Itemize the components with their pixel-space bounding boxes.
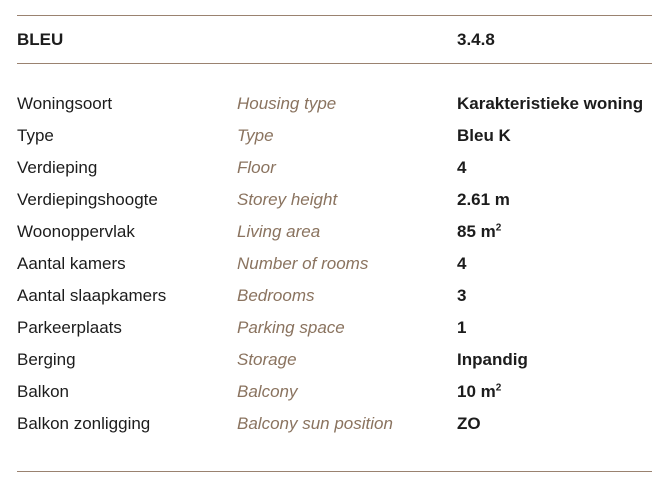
spec-label-dutch: Parkeerplaats (17, 318, 122, 337)
spec-value-text: 2.61 m (457, 190, 510, 209)
spec-label-english: Type (237, 126, 274, 145)
spec-label-dutch: Verdiepingshoogte (17, 190, 158, 209)
spec-row-parking-space (17, 316, 652, 348)
spec-label-dutch: Aantal kamers (17, 254, 126, 273)
spec-label-english: Storage (237, 350, 297, 369)
spec-value (457, 222, 501, 242)
spec-label-dutch: Verdieping (17, 158, 98, 177)
spec-label-dutch: Woonoppervlak (17, 222, 135, 241)
spec-value (457, 190, 510, 210)
spec-value (457, 254, 466, 274)
bottom-divider (17, 471, 652, 472)
spec-row-bedrooms (17, 284, 652, 316)
spec-value-text: 4 (457, 158, 467, 177)
spec-value-text: 10 m (457, 382, 496, 401)
specifications-table (17, 92, 652, 444)
spec-value-text: Karakteristieke woning (457, 94, 644, 113)
spec-label-dutch: Type (17, 126, 54, 145)
spec-label-dutch: Balkon (17, 382, 69, 401)
spec-label-dutch: Balkon zonligging (17, 414, 151, 433)
top-divider (17, 15, 652, 16)
superscript-unit: 2 (495, 222, 502, 234)
spec-row-storage (17, 348, 652, 380)
spec-label-english: Housing type (237, 94, 337, 113)
spec-value-text: 4 (457, 254, 467, 273)
unit-name: BLEU (17, 30, 64, 49)
header-divider (17, 63, 652, 64)
spec-value (457, 286, 466, 306)
spec-value (457, 382, 501, 402)
spec-label-english: Balcony (237, 382, 298, 401)
spec-value (457, 350, 528, 370)
unit-code: 3.4.8 (457, 30, 495, 49)
spec-value (457, 126, 511, 146)
spec-label-dutch: Aantal slaapkamers (17, 286, 167, 305)
spec-value-text: Bleu K (457, 126, 511, 145)
spec-label-dutch: Berging (17, 350, 76, 369)
spec-value-text: ZO (457, 414, 481, 433)
superscript-unit: 2 (495, 382, 502, 394)
spec-value-text: Inpandig (457, 350, 528, 369)
spec-label-english: Parking space (237, 318, 345, 337)
spec-label-english: Storey height (237, 190, 338, 209)
spec-row-type (17, 124, 652, 156)
spec-value-text: 1 (457, 318, 467, 337)
spec-row-balcony (17, 380, 652, 412)
spec-row-floor (17, 156, 652, 188)
spec-label-english: Bedrooms (237, 286, 315, 305)
spec-value-text: 85 m (457, 222, 496, 241)
spec-label-dutch: Woningsoort (17, 94, 113, 113)
spec-row-living-area (17, 220, 652, 252)
spec-value (457, 318, 466, 338)
spec-row-balcony-sun-position (17, 412, 652, 444)
spec-value (457, 94, 643, 114)
spec-value-text: 3 (457, 286, 467, 305)
spec-label-english: Balcony sun position (237, 414, 393, 433)
spec-row-number-of-rooms (17, 252, 652, 284)
spec-row-storey-height (17, 188, 652, 220)
spec-label-english: Living area (237, 222, 321, 241)
spec-label-english: Number of rooms (237, 254, 369, 273)
spec-value (457, 414, 481, 434)
spec-row-housing-type (17, 92, 652, 124)
spec-label-english: Floor (237, 158, 276, 177)
spec-value (457, 158, 466, 178)
unit-header (17, 30, 652, 54)
